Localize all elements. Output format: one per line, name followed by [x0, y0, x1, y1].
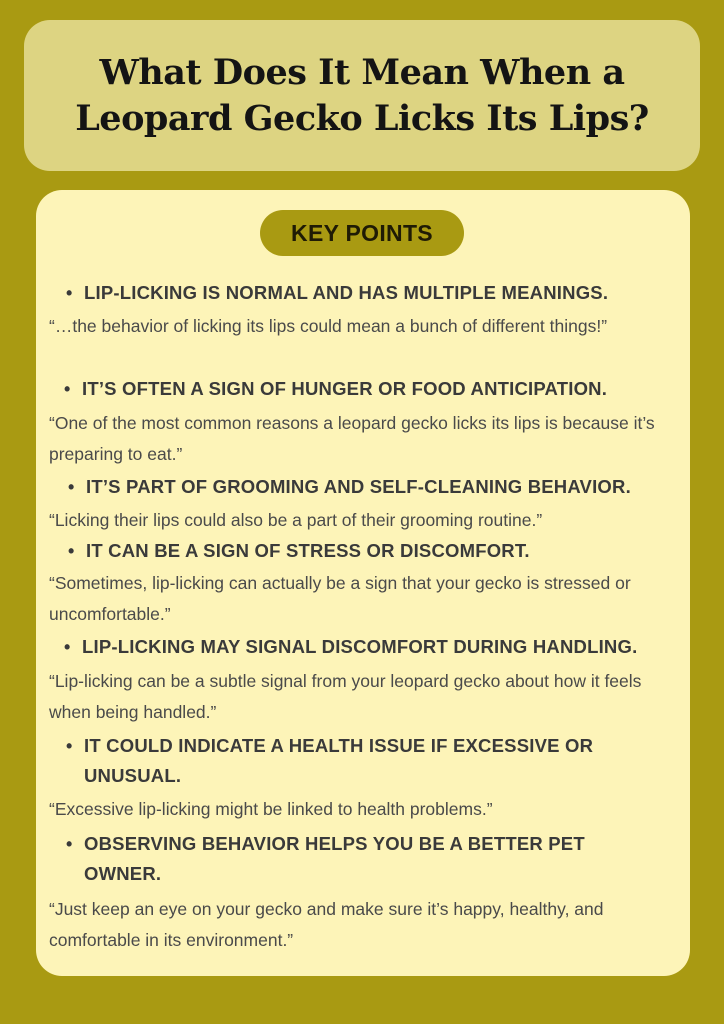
bullet-dot: • [66, 736, 73, 756]
point-quote: “…the behavior of licking its lips could mean a bunch of different things!” [49, 316, 608, 336]
point-heading [64, 374, 682, 404]
point-heading-text: IT COULD INDICATE A HEALTH ISSUE IF EXCESSIVE OR UNUSUAL. [84, 735, 594, 786]
point-heading-text: LIP-LICKING MAY SIGNAL DISCOMFORT DURING HANDLING. [82, 636, 638, 657]
point-quote: “Sometimes, lip-licking can actually be a sign that your gecko is stressed or uncomfortable.” [49, 573, 631, 624]
point-quote: “Lip-licking can be a subtle signal from your leopard gecko about how it feels when being handled.” [49, 671, 642, 722]
point-heading [68, 536, 686, 566]
point-quote: “Just keep an eye on your gecko and make sure it’s happy, healthy, and comfortable in its environment.” [49, 899, 604, 950]
bullet-dot: • [66, 283, 73, 303]
point-heading [64, 632, 682, 662]
bullet-dot: • [66, 834, 73, 854]
point-heading [68, 472, 686, 502]
point-heading [66, 731, 644, 791]
page-title: What Does It Mean When a Leopard Gecko Licks Its Lips? [75, 51, 649, 139]
point-heading-text: IT CAN BE A SIGN OF STRESS OR DISCOMFORT. [86, 540, 530, 561]
bullet-dot: • [68, 541, 75, 561]
point-heading-text: IT’S PART OF GROOMING AND SELF-CLEANING BEHAVIOR. [86, 476, 631, 497]
point-heading-text: IT’S OFTEN A SIGN OF HUNGER OR FOOD ANTICIPATION. [82, 378, 608, 399]
point-quote: “Excessive lip-licking might be linked to health problems.” [49, 799, 493, 819]
point-heading [66, 278, 684, 308]
point-quote: “One of the most common reasons a leopard gecko licks its lips is because it’s preparing to eat.” [49, 413, 655, 464]
point-heading-text: LIP-LICKING IS NORMAL AND HAS MULTIPLE MEANINGS. [84, 282, 609, 303]
point-quote: “Licking their lips could also be a part of their grooming routine.” [49, 510, 543, 530]
bullet-dot: • [68, 477, 75, 497]
bullet-dot: • [64, 379, 71, 399]
bullet-dot: • [64, 637, 71, 657]
point-heading [66, 829, 644, 889]
title-banner [24, 20, 700, 171]
key-points-badge [260, 210, 464, 256]
key-points-card [36, 190, 690, 976]
point-heading-text: OBSERVING BEHAVIOR HELPS YOU BE A BETTER PET OWNER. [84, 833, 585, 884]
key-points-badge-label: KEY POINTS [291, 219, 433, 246]
